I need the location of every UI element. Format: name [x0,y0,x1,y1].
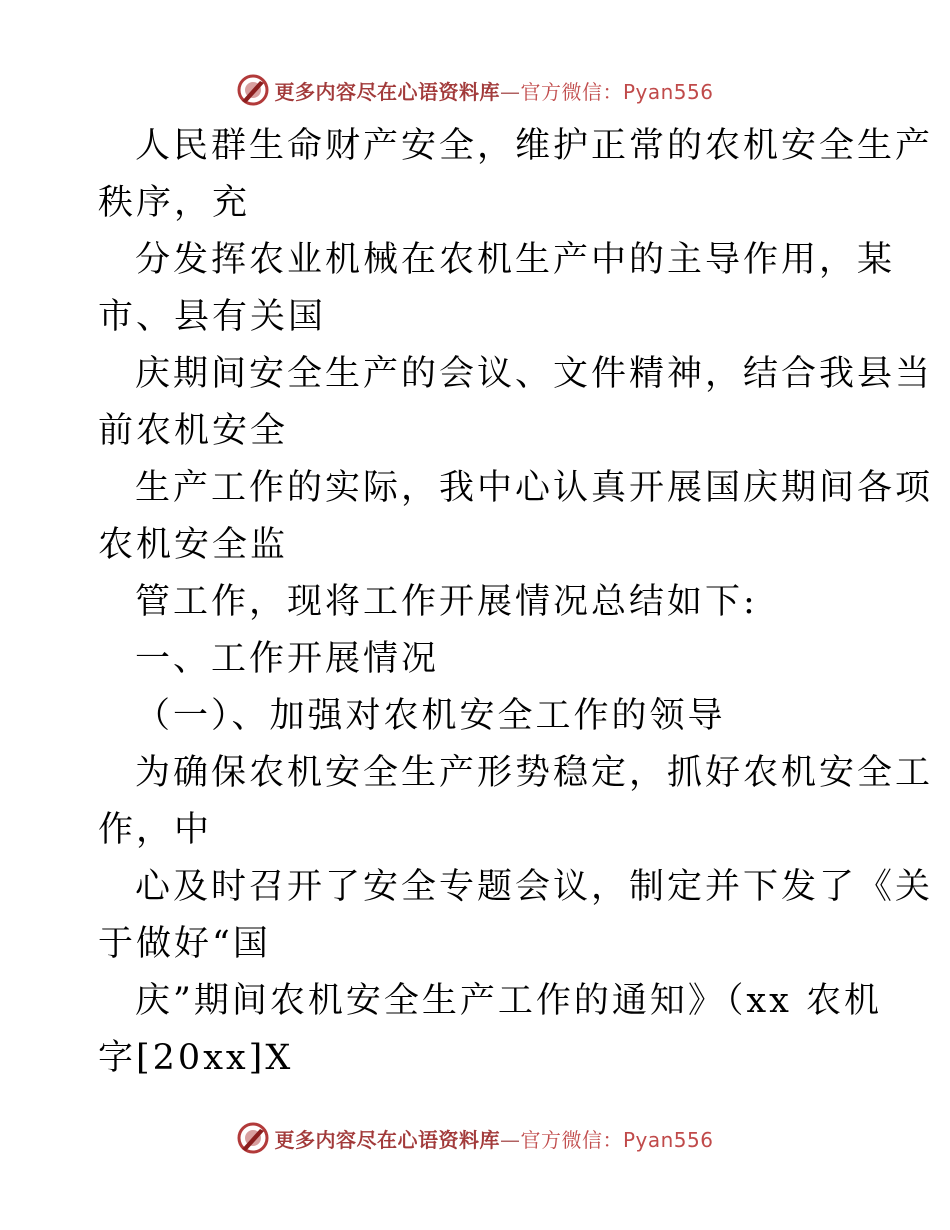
body-line: 农机安全监 [98,525,289,565]
banner-wechat: 官方微信：Pyan556 [520,1127,714,1152]
body-line: 庆期间安全生产的会议、文件精神，结合我县当 [135,354,934,394]
section-heading: 一、工作开展情况 [135,639,440,679]
pen-logo-icon [236,1121,270,1155]
banner-wechat: 官方微信：Pyan556 [520,79,714,104]
body-line: 人民群生命财产安全，维护正常的农机安全生产 [135,126,934,166]
document-body [98,118,934,1087]
body-line: 庆”期间农机安全生产工作的通知》（xx 农机 [135,981,882,1021]
subsection-heading: （一）、加强对农机安全工作的领导 [135,696,726,736]
banner-site: 更多内容尽在心语资料库 [274,79,500,104]
body-line: 管工作，现将工作开展情况总结如下: [135,582,758,622]
body-line: 字[20xx]X [98,1038,294,1078]
pen-logo-icon [236,73,270,107]
body-line: 为确保农机安全生产形势稳定，抓好农机安全工 [135,753,934,793]
body-line: 于做好“国 [98,924,271,964]
body-line: 市、县有关国 [98,297,327,337]
banner-site: 更多内容尽在心语资料库 [274,1127,500,1152]
banner-text [274,1124,713,1153]
body-line: 分发挥农业机械在农机生产中的主导作用，某 [135,240,896,280]
body-line: 前农机安全 [98,411,289,451]
banner-dash: — [499,79,521,104]
body-line: 生产工作的实际，我中心认真开展国庆期间各项 [135,468,934,508]
header-banner [0,70,950,110]
body-line: 作，中 [98,810,213,850]
banner-dash: — [499,1127,521,1152]
body-line: 秩序，充 [98,183,251,223]
banner-text [274,76,713,105]
footer-banner [0,1118,950,1158]
body-line: 心及时召开了安全专题会议，制定并下发了《关 [135,867,934,907]
